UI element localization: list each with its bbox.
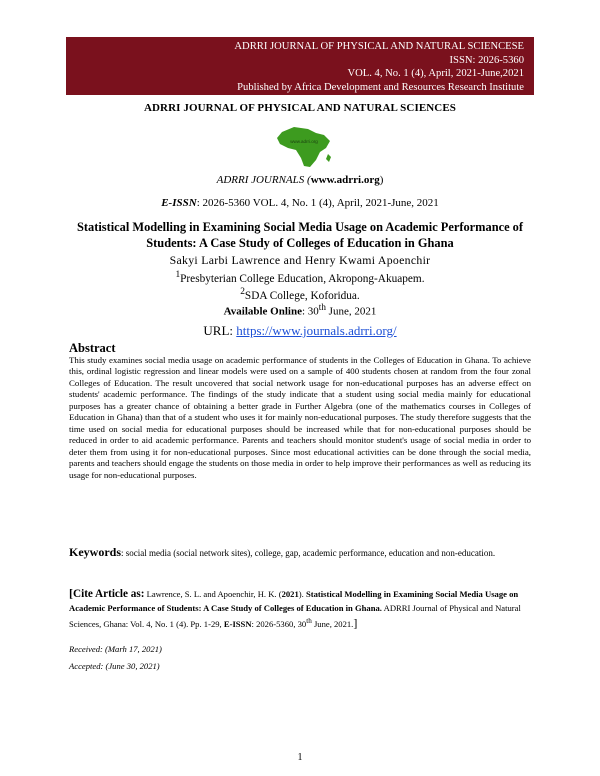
paper-title: Statistical Modelling in Examining Social Media Usage on Academic Performance of Students: A Case Study of Colleges of Education in Ghana (76, 220, 524, 250)
issn-line (0, 197, 600, 209)
banner-volume: VOL. 4, No. 1 (4), April, 2021-June,2021 (347, 68, 524, 80)
affiliation-2 (0, 287, 600, 302)
africa-map-logo-icon (268, 124, 340, 170)
journals-name: ADRRI JOURNALS ( (216, 174, 311, 186)
affiliation-1-marker: 1 (175, 270, 181, 280)
received-date: Received: (Marh 17, 2021) (69, 644, 162, 654)
banner-issn: ISSN: 2026-5360 (449, 54, 524, 66)
keywords (69, 546, 534, 560)
cite-date: June, 2021. (311, 618, 354, 629)
cite-eissn: : 2026-5360, 30 (251, 618, 307, 629)
accepted-date: Accepted: (June 30, 2021) (69, 661, 160, 671)
affiliation-2-marker: 2 (240, 287, 245, 297)
affiliation-1 (0, 270, 600, 285)
citation (69, 587, 535, 631)
cite-eissn-label: E-ISSN (223, 618, 252, 629)
keywords-label: Keywords (69, 545, 121, 559)
affiliation-1-text: Presbyterian College Education, Akropong-Akuapem. (180, 272, 425, 285)
journal-banner (66, 37, 534, 95)
journals-site: www.adrri.org (310, 174, 380, 186)
authors: Sakyi Larbi Lawrence and Henry Kwami Apoenchir (169, 253, 431, 267)
cite-year-close: ). (298, 589, 306, 599)
affiliation-2-text: SDA College, Koforidua. (244, 289, 360, 302)
available-day: : 30 (301, 305, 319, 318)
journals-line (0, 174, 600, 186)
cite-authors: Lawrence, S. L. and Apoenchir, H. K. ( (144, 589, 282, 599)
cite-year: 2021 (281, 589, 299, 599)
cite-open-bracket: [ (69, 586, 73, 600)
cite-day-suffix: th (306, 617, 312, 625)
available-online (0, 302, 600, 318)
journal-url-link[interactable]: https://www.journals.adrri.org/ (236, 323, 397, 338)
available-label: Available Online (223, 305, 302, 318)
cite-title: Statistical Modelling in Examining Social Media Usage on Academic Performance of Students: A Case Study of Colleges of Education in Ghana. (69, 589, 519, 613)
journal-heading: ADRRI JOURNAL OF PHYSICAL AND NATURAL SCIENCES (143, 102, 457, 114)
available-day-suffix: th (318, 302, 326, 312)
available-month-year: June, 2021 (325, 305, 377, 318)
page-number: 1 (297, 752, 303, 763)
url-line (0, 323, 600, 339)
keywords-text: : social media (social network sites), college, gap, academic performance, education and non-education. (121, 548, 496, 558)
banner-publisher: Published by Africa Development and Resources Research Institute (237, 81, 524, 93)
banner-journal-name: ADRRI JOURNAL OF PHYSICAL AND NATURAL SCIENCESE (234, 41, 524, 52)
abstract-body: This study examines social media usage on academic performance of students in the Colleges of Education in Ghana. To achieve this, ordinal logistic regression and linear models were used on a sample of 400 students chosen at random from the four zonal Colleges of Education. The result uncovered that social network usage for non-educational purposes has an adverse effect on students' academic performance. The findings of the study indicate that a student using social media mainly for educational purposes has a greater chance of obtaining a better grade in Further Algebra (one of the mathematics courses in Colleges of Education in Ghana) than that of a student who uses it for mainly non-educational purposes. The study therefore suggests that the time used on social media for educational purposes should be increased while that for non-educational purposes should be reduced in order to aid academic performance. Parents and teachers should monitor student's usage of social media in order to deter them from using it for non-educational purposes. Since most educational activities can be done through the social media, parents and teachers should engage the students on those media in order to help improve their performances as well as reducing its usage for non-educational purposes. (69, 355, 531, 480)
cite-close-bracket: ] (353, 615, 358, 630)
cite-label: Cite Article as: (73, 588, 145, 600)
abstract-heading: Abstract (69, 341, 116, 355)
url-label: URL: (203, 323, 237, 338)
journals-close: ) (379, 174, 384, 186)
issn-label: E-ISSN (161, 197, 197, 209)
logo-url-text: www.adrri.org (290, 139, 318, 144)
cite-journal: ADRRI Journal of Physical and Natural Sciences, Ghana: Vol. 4, No. 1 (4). Pp. 1-29, (69, 602, 521, 629)
issn-details: : 2026-5360 VOL. 4, No. 1 (4), April, 2021-June, 2021 (196, 197, 439, 209)
